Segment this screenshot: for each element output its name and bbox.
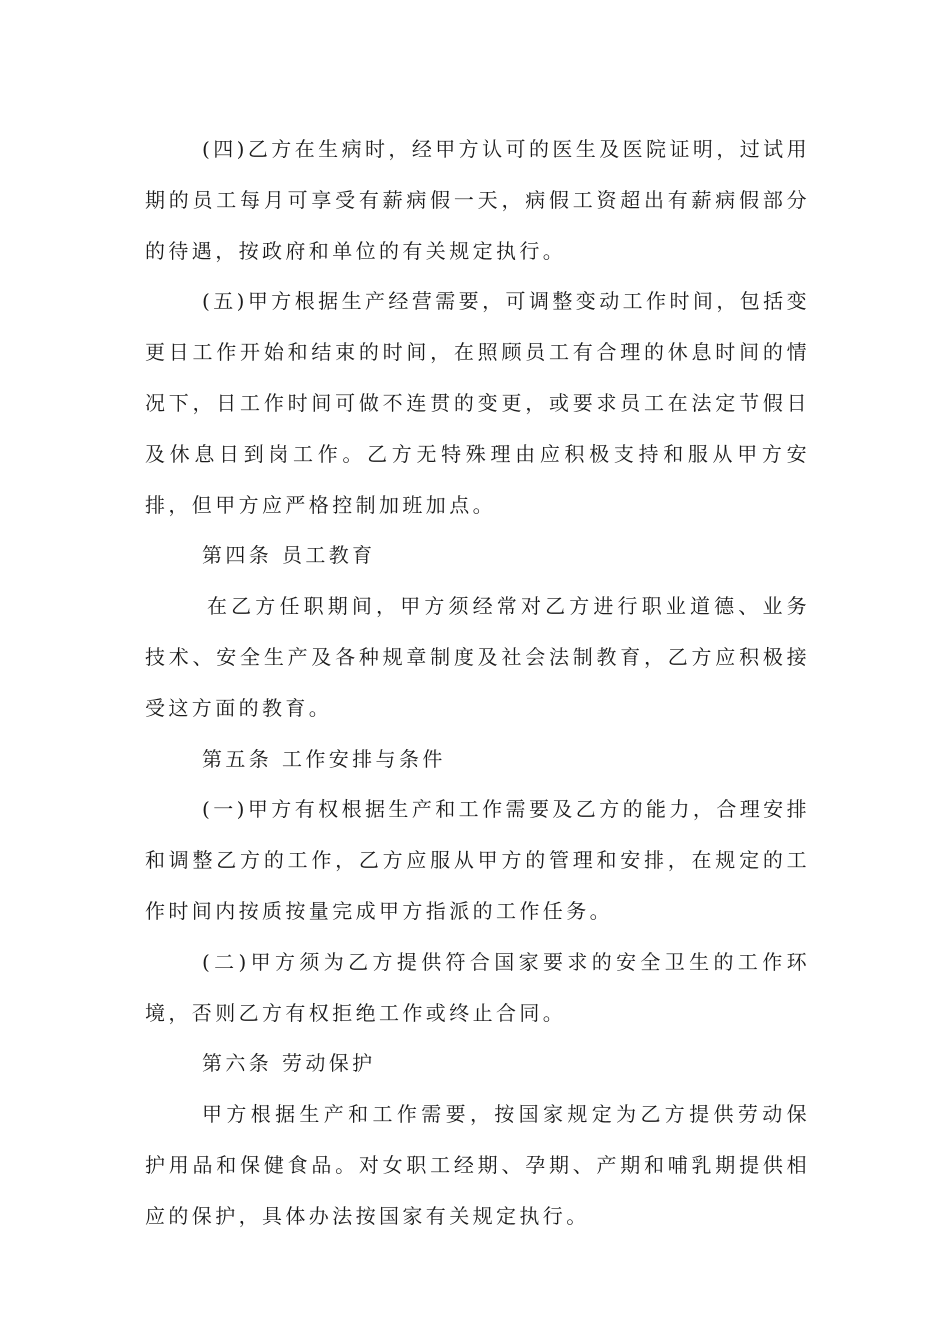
paragraph-employee-education: 在乙方任职期间，甲方须经常对乙方进行职业道德、业务技术、安全生产及各种规章制度及社会法制教育，乙方应积极接受这方面的教育。 (145, 594, 810, 720)
document-body (145, 124, 810, 1242)
article-5-heading: 第五条 工作安排与条件 (202, 746, 446, 771)
paragraph-labor-protection: 甲方根据生产和工作需要，按国家规定为乙方提供劳动保护用品和保健食品。对女职工经期、孕期、产期和哺乳期提供相应的保护，具体办法按国家有关规定执行。 (145, 1102, 810, 1228)
article-6-heading: 第六条 劳动保护 (202, 1051, 376, 1076)
paragraph-work-environment: (二)甲方须为乙方提供符合国家要求的安全卫生的工作环境，否则乙方有权拒绝工作或终止合同。 (145, 949, 810, 1025)
paragraph-sick-leave: (四)乙方在生病时，经甲方认可的医生及医院证明，过试用期的员工每月可享受有薪病假一天，病假工资超出有薪病假部分的待遇，按政府和单位的有关规定执行。 (145, 137, 810, 263)
article-4-heading: 第四条 员工教育 (202, 543, 376, 568)
paragraph-work-assignment: (一)甲方有权根据生产和工作需要及乙方的能力，合理安排和调整乙方的工作，乙方应服从甲方的管理和安排，在规定的工作时间内按质按量完成甲方指派的工作任务。 (145, 797, 810, 923)
paragraph-working-hours: (五)甲方根据生产经营需要，可调整变动工作时间，包括变更日工作开始和结束的时间，在照顾员工有合理的休息时间的情况下，日工作时间可做不连贯的变更，或要求员工在法定节假日及休息日到岗工作。乙方无特殊理由应积极支持和服从甲方安排，但甲方应严格控制加班加点。 (145, 289, 810, 517)
